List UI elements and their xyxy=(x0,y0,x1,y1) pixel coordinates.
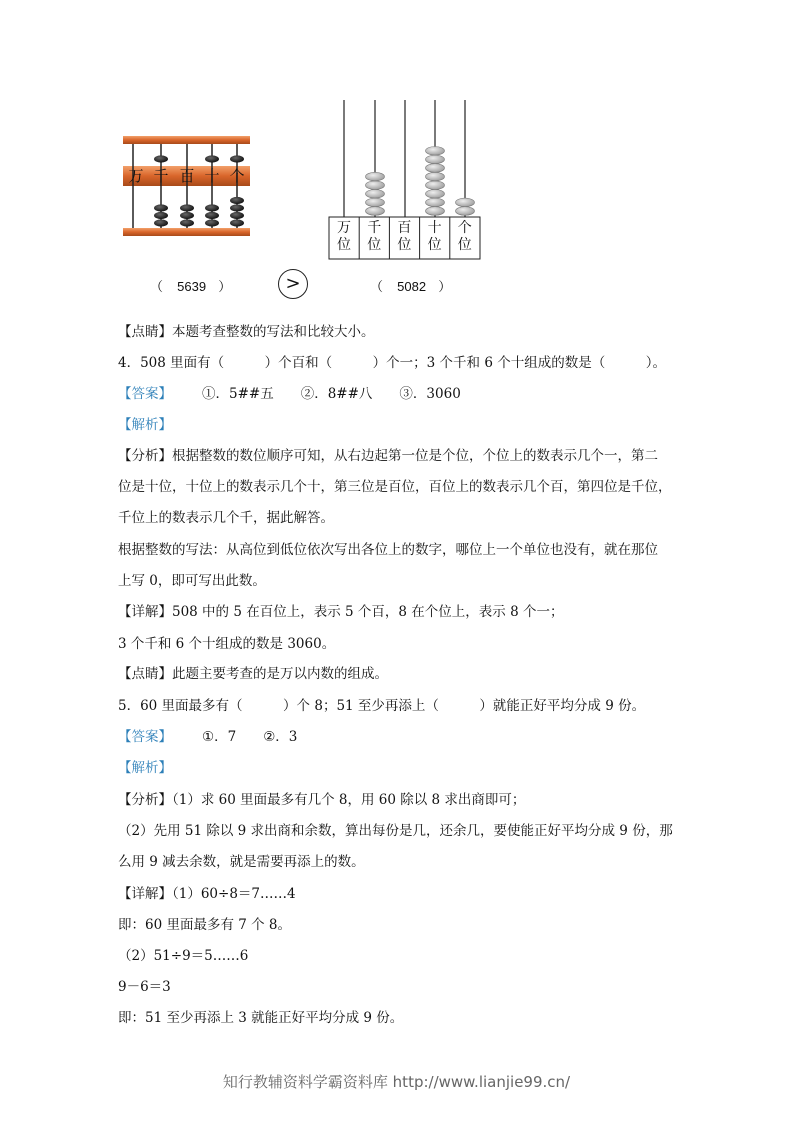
line-text: （1）60÷8＝7……4 xyxy=(172,886,296,902)
abacus-bead xyxy=(366,207,385,216)
line-text: 么用 9 减去余数，就是需要再添上的数。 xyxy=(118,854,365,870)
section-label: 【解析】 xyxy=(118,417,172,433)
text-line-q4 xyxy=(118,351,666,371)
text-line-q4-dianjing xyxy=(118,662,388,682)
place-value-char: 位 xyxy=(337,237,351,253)
place-value-char: 位 xyxy=(397,237,412,253)
section-label: 【详解】 xyxy=(118,604,172,620)
abacus-bottom-bar xyxy=(123,228,250,236)
line-text: （2）51÷9＝5……6 xyxy=(118,948,249,964)
line-text: 根据整数的数位顺序可知，从右边起第一位是个位，个位上的数表示几个一，第二 xyxy=(172,448,658,464)
abacus-left-place-label: 千 xyxy=(153,167,169,185)
caption-open-paren: （ xyxy=(150,280,164,295)
abacus-bead xyxy=(366,181,385,190)
line-text: 即：60 里面最多有 7 个 8。 xyxy=(118,917,292,933)
abacus-bead xyxy=(366,198,385,207)
abacus-bead xyxy=(426,172,445,181)
abacus-bead-lower xyxy=(230,197,244,204)
section-label: 【分析】 xyxy=(118,448,172,464)
place-value-cell xyxy=(359,220,389,254)
right-caption xyxy=(370,276,451,295)
text-line-q5-xiangjie-5 xyxy=(118,1006,403,1026)
abacus-bead-lower xyxy=(154,204,168,211)
place-value-cell xyxy=(389,220,419,254)
place-value-cell xyxy=(329,220,359,254)
line-text: 508 中的 5 在百位上，表示 5 个百，8 在个位上，表示 8 个一； xyxy=(172,604,564,620)
text-line-q4-fenxi-5 xyxy=(118,569,266,589)
caption-close-paren: ） xyxy=(218,280,232,295)
text-line-q5 xyxy=(118,694,645,714)
place-value-cell xyxy=(450,220,480,254)
text-line-q4-xiangjie-2 xyxy=(118,632,335,652)
place-value-char: 位 xyxy=(427,237,442,253)
text-line-q4-fenxi-4 xyxy=(118,538,658,558)
line-text: ①．5##五 ②．8##八 ③．3060 xyxy=(202,386,461,402)
line-text: （1）求 60 里面最多有几个 8，用 60 除以 8 求出商即可； xyxy=(172,792,526,808)
abacus-left-place-label: 万 xyxy=(128,167,144,185)
line-text: 9－6＝3 xyxy=(118,979,171,995)
abacus-bead xyxy=(426,147,445,156)
line-text: 即：51 至少再添上 3 就能正好平均分成 9 份。 xyxy=(118,1010,404,1026)
place-value-char: 万 xyxy=(337,220,351,236)
abacus-bead-lower xyxy=(180,219,194,226)
right-caption-value: 5082 xyxy=(397,279,427,294)
abacus-bead xyxy=(426,164,445,173)
caption-close-paren: ） xyxy=(438,280,452,295)
line-text: ①．7 ②．3 xyxy=(202,729,298,745)
footer-watermark: 知行教辅资料学霸资料库 http://www.lianjie99.cn/ xyxy=(222,1073,571,1091)
abacus-bead-lower xyxy=(205,219,219,226)
text-line-q5-xiangjie-1 xyxy=(118,882,296,902)
text-line-q5-fenxi-1 xyxy=(118,788,525,808)
abacus-top-bar xyxy=(123,136,250,144)
text-line-q4-fenxi-3 xyxy=(118,506,334,526)
abacus-bead-lower xyxy=(154,212,168,219)
abacus-bead xyxy=(426,207,445,216)
place-value-char: 位 xyxy=(367,237,382,253)
line-text: 4．508 里面有（ ）个百和（ ）个一；3 个千和 6 个十组成的数是（ ）。 xyxy=(118,355,666,371)
left-caption xyxy=(150,276,231,295)
text-line-q4-fenxi-1 xyxy=(118,444,658,464)
section-label: 【分析】 xyxy=(118,792,172,808)
text-line-q5-xiangjie-3 xyxy=(118,944,248,964)
abacus-bead xyxy=(456,198,475,207)
text-line-q5-jiexi xyxy=(118,756,172,776)
abacus-bead-lower xyxy=(205,204,219,211)
abacus-bead xyxy=(366,172,385,181)
comparison-symbol: > xyxy=(278,269,308,299)
text-line-q5-fenxi-3 xyxy=(118,850,365,870)
line-text: 本题考查整数的写法和比较大小。 xyxy=(172,324,375,340)
text-line-q4-jiexi xyxy=(118,413,172,433)
text-line-q5-xiangjie-4 xyxy=(118,975,171,995)
line-text: 根据整数的写法：从高位到低位依次写出各位上的数字，哪位上一个单位也没有，就在那位 xyxy=(118,542,658,558)
abacus-bead xyxy=(426,155,445,164)
place-value-char: 个 xyxy=(457,220,472,236)
abacus-bead-upper xyxy=(230,155,244,162)
abacus-left-place-label: 个 xyxy=(229,167,245,185)
section-label: 【解析】 xyxy=(118,760,172,776)
abacus-left-place-label: 百 xyxy=(179,167,195,185)
place-value-char: 千 xyxy=(367,220,382,236)
section-label: 【详解】 xyxy=(118,886,172,902)
abacus-bead-lower xyxy=(154,219,168,226)
place-value-char: 位 xyxy=(457,237,472,253)
text-line-q5-fenxi-2 xyxy=(118,819,673,839)
abacus-bead xyxy=(456,207,475,216)
abacus-left-place-label: 十 xyxy=(204,167,220,185)
section-label: 【答案】 xyxy=(118,386,172,402)
line-text: （2）先用 51 除以 9 求出商和余数，算出每份是几，还余几，要使能正好平均分成 9 份，那 xyxy=(118,823,673,839)
text-line-q5-answer xyxy=(118,725,297,745)
place-value-char: 十 xyxy=(427,220,442,236)
line-text: 3 个千和 6 个十组成的数是 3060。 xyxy=(118,636,336,652)
abacus-bead xyxy=(426,198,445,207)
caption-open-paren: （ xyxy=(370,280,384,295)
line-text: 位是十位，十位上的数表示几个十，第三位是百位，百位上的数表示几个百，第四位是千位， xyxy=(118,479,672,495)
abacus-bead xyxy=(426,181,445,190)
line-text: 千位上的数表示几个千，据此解答。 xyxy=(118,510,334,526)
text-line-q4-fenxi-2 xyxy=(118,475,672,495)
place-value-cell xyxy=(420,220,450,254)
abacus-bead xyxy=(366,190,385,199)
text-line-q4-answer xyxy=(118,382,461,402)
section-label: 【点睛】 xyxy=(118,666,172,682)
abacus-bead-lower xyxy=(230,219,244,226)
abacus-bead-lower xyxy=(205,212,219,219)
abacus-bead-upper xyxy=(154,155,168,162)
text-line-q4-xiangjie-1 xyxy=(118,600,563,620)
text-line-q5-xiangjie-2 xyxy=(118,913,291,933)
abacus-bead-lower xyxy=(180,204,194,211)
section-label: 【点睛】 xyxy=(118,324,172,340)
abacus-bead-upper xyxy=(205,155,219,162)
abacus-bead-lower xyxy=(230,204,244,211)
line-text: 此题主要考查的是万以内数的组成。 xyxy=(172,666,388,682)
abacus-bead-lower xyxy=(230,212,244,219)
line-text: 上写 0，即可写出此数。 xyxy=(118,573,266,589)
abacus-bead xyxy=(426,190,445,199)
line-text: 5．60 里面最多有（ ）个 8；51 至少再添上（ ）就能正好平均分成 9 份。 xyxy=(118,698,646,714)
abacus-figure xyxy=(0,0,793,310)
abacus-bead-lower xyxy=(180,212,194,219)
place-value-char: 百 xyxy=(397,220,412,236)
text-line-dianjing3 xyxy=(118,320,375,340)
section-label: 【答案】 xyxy=(118,729,172,745)
left-caption-value: 5639 xyxy=(177,279,207,294)
